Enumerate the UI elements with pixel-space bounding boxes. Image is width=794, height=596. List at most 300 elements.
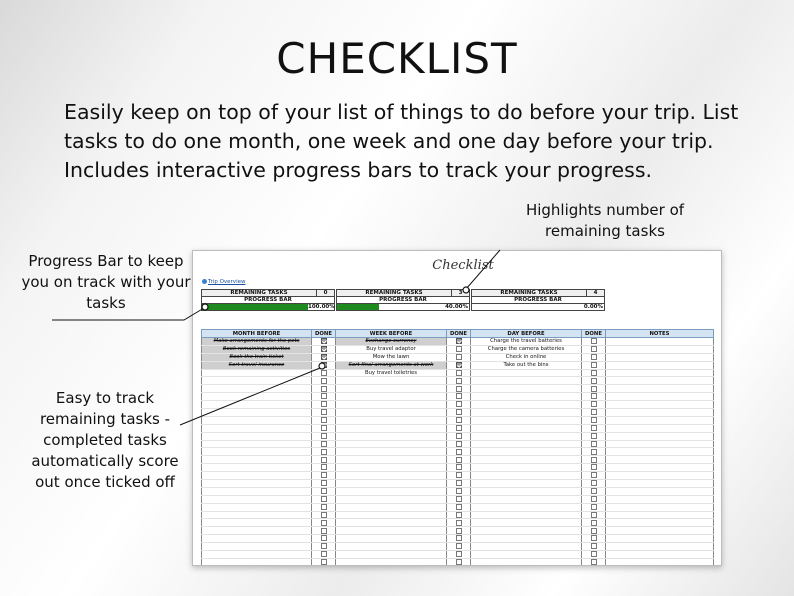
day-task-cell[interactable] bbox=[471, 440, 582, 448]
checkbox[interactable] bbox=[321, 457, 327, 463]
table-row bbox=[202, 385, 714, 393]
checkbox[interactable] bbox=[321, 488, 327, 494]
progress-percent: 100.00% bbox=[308, 304, 335, 310]
checkbox[interactable] bbox=[591, 370, 597, 376]
day-task-cell[interactable] bbox=[471, 464, 582, 472]
day-done-cell bbox=[582, 377, 606, 385]
checkbox[interactable] bbox=[321, 543, 327, 549]
table-row bbox=[202, 424, 714, 432]
week-task-cell[interactable] bbox=[336, 409, 447, 417]
checkbox[interactable] bbox=[456, 433, 462, 439]
day-done-cell bbox=[582, 361, 606, 369]
checkbox[interactable] bbox=[321, 425, 327, 431]
col-done: DONE bbox=[447, 330, 471, 338]
checkbox[interactable] bbox=[456, 401, 462, 407]
day-task-cell[interactable] bbox=[471, 369, 582, 377]
checkbox[interactable] bbox=[321, 401, 327, 407]
day-task-cell[interactable] bbox=[471, 519, 582, 527]
day-done-cell bbox=[582, 519, 606, 527]
week-task-cell[interactable]: Buy travel toiletries bbox=[336, 369, 447, 377]
checkbox[interactable] bbox=[456, 528, 462, 534]
checkbox[interactable] bbox=[321, 551, 327, 557]
checkbox[interactable] bbox=[321, 393, 327, 399]
month-done-cell bbox=[312, 401, 336, 409]
month-task-cell[interactable]: Book the train ticket bbox=[202, 353, 312, 361]
table-row bbox=[202, 472, 714, 480]
week-task-cell[interactable] bbox=[336, 472, 447, 480]
month-task-cell[interactable] bbox=[202, 393, 312, 401]
remaining-count: 3 bbox=[451, 290, 469, 296]
callout-easy-tracking: Easy to track remaining tasks - completed tasks automatically score out once ticked off bbox=[31, 389, 179, 491]
checkbox[interactable] bbox=[321, 480, 327, 486]
sheet-title: Checklist bbox=[432, 258, 494, 273]
checkbox[interactable] bbox=[456, 338, 462, 344]
month-done-cell bbox=[312, 503, 336, 511]
month-done-cell bbox=[312, 480, 336, 488]
day-done-cell bbox=[582, 369, 606, 377]
day-task-cell[interactable] bbox=[471, 385, 582, 393]
checkbox[interactable] bbox=[591, 338, 597, 344]
month-done-cell bbox=[312, 495, 336, 503]
checkbox[interactable] bbox=[456, 409, 462, 415]
day-done-cell bbox=[582, 338, 606, 346]
checkbox[interactable] bbox=[321, 354, 327, 360]
checkbox[interactable] bbox=[591, 520, 597, 526]
day-done-cell bbox=[582, 503, 606, 511]
day-task-cell[interactable] bbox=[471, 495, 582, 503]
week-task-cell[interactable] bbox=[336, 440, 447, 448]
checkbox[interactable] bbox=[591, 559, 597, 565]
checkbox[interactable] bbox=[321, 370, 327, 376]
day-done-cell bbox=[582, 543, 606, 551]
notes-cell[interactable] bbox=[606, 353, 714, 361]
week-task-cell[interactable]: Buy travel adaptor bbox=[336, 345, 447, 353]
week-done-cell bbox=[447, 353, 471, 361]
spreadsheet-screenshot bbox=[192, 250, 722, 566]
notes-cell[interactable] bbox=[606, 345, 714, 353]
checkbox[interactable] bbox=[591, 535, 597, 541]
month-done-cell bbox=[312, 338, 336, 346]
month-done-cell bbox=[312, 393, 336, 401]
week-done-cell bbox=[447, 495, 471, 503]
week-task-cell[interactable] bbox=[336, 480, 447, 488]
checkbox[interactable] bbox=[456, 472, 462, 478]
table-row bbox=[202, 440, 714, 448]
notes-cell[interactable] bbox=[606, 385, 714, 393]
day-done-cell bbox=[582, 551, 606, 559]
day-task-cell[interactable] bbox=[471, 416, 582, 424]
page-headline: CHECKLIST bbox=[276, 34, 518, 83]
checkbox[interactable] bbox=[591, 425, 597, 431]
checkbox[interactable] bbox=[456, 417, 462, 423]
week-task-cell[interactable] bbox=[336, 543, 447, 551]
checkbox[interactable] bbox=[591, 543, 597, 549]
checkbox[interactable] bbox=[456, 441, 462, 447]
link-icon bbox=[202, 279, 207, 284]
checkbox[interactable] bbox=[591, 354, 597, 360]
month-task-cell[interactable] bbox=[202, 448, 312, 456]
week-task-cell[interactable] bbox=[336, 558, 447, 566]
week-task-cell[interactable] bbox=[336, 448, 447, 456]
month-task-cell[interactable] bbox=[202, 424, 312, 432]
notes-cell[interactable] bbox=[606, 495, 714, 503]
checkbox[interactable] bbox=[591, 346, 597, 352]
month-done-cell bbox=[312, 432, 336, 440]
notes-cell[interactable] bbox=[606, 558, 714, 566]
month-task-cell[interactable]: Make arrangements for the pets bbox=[202, 338, 312, 346]
week-task-cell[interactable]: Exchange currency bbox=[336, 338, 447, 346]
checkbox[interactable] bbox=[591, 417, 597, 423]
checkbox[interactable] bbox=[321, 496, 327, 502]
month-task-cell[interactable] bbox=[202, 369, 312, 377]
checkbox[interactable] bbox=[591, 496, 597, 502]
week-done-cell bbox=[447, 432, 471, 440]
notes-cell[interactable] bbox=[606, 535, 714, 543]
week-done-cell bbox=[447, 535, 471, 543]
month-task-cell[interactable] bbox=[202, 543, 312, 551]
week-task-cell[interactable] bbox=[336, 503, 447, 511]
week-done-cell bbox=[447, 385, 471, 393]
day-task-cell[interactable] bbox=[471, 472, 582, 480]
checkbox[interactable] bbox=[591, 512, 597, 518]
checkbox[interactable] bbox=[321, 464, 327, 470]
notes-cell[interactable] bbox=[606, 464, 714, 472]
checkbox[interactable] bbox=[456, 386, 462, 392]
notes-cell[interactable] bbox=[606, 448, 714, 456]
col-week-before: WEEK BEFORE bbox=[336, 330, 447, 338]
day-done-cell bbox=[582, 393, 606, 401]
checkbox[interactable] bbox=[456, 535, 462, 541]
col-notes: NOTES bbox=[606, 330, 714, 338]
checkbox[interactable] bbox=[321, 362, 327, 368]
checkbox[interactable] bbox=[591, 378, 597, 384]
month-task-cell[interactable] bbox=[202, 535, 312, 543]
checkbox[interactable] bbox=[591, 488, 597, 494]
month-done-cell bbox=[312, 456, 336, 464]
day-done-cell bbox=[582, 487, 606, 495]
week-done-cell bbox=[447, 409, 471, 417]
day-done-cell bbox=[582, 527, 606, 535]
checkbox[interactable] bbox=[591, 472, 597, 478]
checkbox[interactable] bbox=[456, 464, 462, 470]
trip-overview-link[interactable] bbox=[202, 279, 245, 285]
day-task-cell[interactable] bbox=[471, 527, 582, 535]
checkbox[interactable] bbox=[456, 393, 462, 399]
checkbox[interactable] bbox=[321, 449, 327, 455]
progress-label: PROGRESS BAR bbox=[201, 296, 335, 303]
week-task-cell[interactable] bbox=[336, 401, 447, 409]
checkbox[interactable] bbox=[456, 449, 462, 455]
notes-cell[interactable] bbox=[606, 377, 714, 385]
month-task-cell[interactable] bbox=[202, 456, 312, 464]
week-done-cell bbox=[447, 401, 471, 409]
table-row bbox=[202, 448, 714, 456]
day-done-cell bbox=[582, 416, 606, 424]
checkbox[interactable] bbox=[456, 378, 462, 384]
notes-cell[interactable] bbox=[606, 361, 714, 369]
week-task-cell[interactable]: Mow the lawn bbox=[336, 353, 447, 361]
checkbox[interactable] bbox=[456, 543, 462, 549]
week-done-cell bbox=[447, 519, 471, 527]
week-task-cell[interactable] bbox=[336, 393, 447, 401]
notes-cell[interactable] bbox=[606, 409, 714, 417]
week-task-cell[interactable] bbox=[336, 377, 447, 385]
checkbox[interactable] bbox=[321, 520, 327, 526]
day-task-cell[interactable] bbox=[471, 409, 582, 417]
week-task-cell[interactable] bbox=[336, 495, 447, 503]
month-done-cell bbox=[312, 472, 336, 480]
notes-cell[interactable] bbox=[606, 440, 714, 448]
month-task-cell[interactable]: Book remaining activities bbox=[202, 345, 312, 353]
notes-cell[interactable] bbox=[606, 472, 714, 480]
week-done-cell bbox=[447, 464, 471, 472]
day-task-cell[interactable] bbox=[471, 558, 582, 566]
col-month-before: MONTH BEFORE bbox=[202, 330, 312, 338]
notes-cell[interactable] bbox=[606, 551, 714, 559]
week-done-cell bbox=[447, 543, 471, 551]
month-task-cell[interactable] bbox=[202, 558, 312, 566]
week-task-cell[interactable] bbox=[336, 511, 447, 519]
week-task-cell[interactable] bbox=[336, 416, 447, 424]
notes-cell[interactable] bbox=[606, 511, 714, 519]
week-task-cell[interactable]: Sort final arrangements at work bbox=[336, 361, 447, 369]
day-task-cell[interactable] bbox=[471, 424, 582, 432]
checkbox[interactable] bbox=[591, 457, 597, 463]
checkbox[interactable] bbox=[456, 520, 462, 526]
notes-cell[interactable] bbox=[606, 456, 714, 464]
day-done-cell bbox=[582, 464, 606, 472]
checkbox[interactable] bbox=[456, 480, 462, 486]
day-task-cell[interactable] bbox=[471, 377, 582, 385]
week-done-cell bbox=[447, 377, 471, 385]
checkbox[interactable] bbox=[321, 512, 327, 518]
week-task-cell[interactable] bbox=[336, 385, 447, 393]
checkbox[interactable] bbox=[591, 386, 597, 392]
week-task-cell[interactable] bbox=[336, 527, 447, 535]
checkbox[interactable] bbox=[321, 559, 327, 565]
month-done-cell bbox=[312, 424, 336, 432]
progress-fill bbox=[202, 304, 308, 310]
month-task-cell[interactable] bbox=[202, 401, 312, 409]
callout-progress-bar: Progress Bar to keep you on track with your tasks bbox=[21, 252, 191, 312]
checkbox[interactable] bbox=[591, 449, 597, 455]
month-task-cell[interactable]: Sort travel insurance bbox=[202, 361, 312, 369]
month-task-cell[interactable] bbox=[202, 495, 312, 503]
month-task-cell[interactable] bbox=[202, 432, 312, 440]
day-task-cell[interactable] bbox=[471, 456, 582, 464]
checkbox[interactable] bbox=[591, 362, 597, 368]
checkbox[interactable] bbox=[321, 409, 327, 415]
notes-cell[interactable] bbox=[606, 432, 714, 440]
notes-cell[interactable] bbox=[606, 480, 714, 488]
month-task-cell[interactable] bbox=[202, 472, 312, 480]
summary-month bbox=[201, 289, 335, 313]
checkbox[interactable] bbox=[456, 370, 462, 376]
week-task-cell[interactable] bbox=[336, 551, 447, 559]
day-done-cell bbox=[582, 353, 606, 361]
checkbox[interactable] bbox=[456, 425, 462, 431]
day-task-cell[interactable] bbox=[471, 551, 582, 559]
day-done-cell bbox=[582, 456, 606, 464]
checkbox[interactable] bbox=[321, 528, 327, 534]
table-row bbox=[202, 353, 714, 361]
checkbox[interactable] bbox=[456, 346, 462, 352]
checkbox[interactable] bbox=[456, 354, 462, 360]
progress-bar bbox=[337, 304, 443, 310]
day-done-cell bbox=[582, 511, 606, 519]
table-row bbox=[202, 416, 714, 424]
day-task-cell[interactable] bbox=[471, 401, 582, 409]
day-task-cell[interactable] bbox=[471, 535, 582, 543]
checkbox[interactable] bbox=[591, 528, 597, 534]
week-task-cell[interactable] bbox=[336, 464, 447, 472]
checkbox[interactable] bbox=[321, 504, 327, 510]
day-task-cell[interactable] bbox=[471, 511, 582, 519]
checkbox[interactable] bbox=[456, 488, 462, 494]
month-task-cell[interactable] bbox=[202, 464, 312, 472]
month-done-cell bbox=[312, 519, 336, 527]
remaining-count: 0 bbox=[316, 290, 334, 296]
checkbox[interactable] bbox=[456, 512, 462, 518]
checkbox[interactable] bbox=[591, 504, 597, 510]
month-task-cell[interactable] bbox=[202, 409, 312, 417]
day-task-cell[interactable] bbox=[471, 448, 582, 456]
month-task-cell[interactable] bbox=[202, 511, 312, 519]
progress-bar bbox=[472, 304, 578, 310]
checkbox[interactable] bbox=[321, 417, 327, 423]
day-task-cell[interactable] bbox=[471, 503, 582, 511]
month-task-cell[interactable] bbox=[202, 487, 312, 495]
month-done-cell bbox=[312, 511, 336, 519]
notes-cell[interactable] bbox=[606, 543, 714, 551]
checkbox[interactable] bbox=[456, 504, 462, 510]
checkbox[interactable] bbox=[321, 386, 327, 392]
checkbox[interactable] bbox=[591, 480, 597, 486]
month-task-cell[interactable] bbox=[202, 519, 312, 527]
notes-cell[interactable] bbox=[606, 503, 714, 511]
week-done-cell bbox=[447, 416, 471, 424]
notes-cell[interactable] bbox=[606, 393, 714, 401]
checkbox[interactable] bbox=[321, 535, 327, 541]
checkbox[interactable] bbox=[456, 457, 462, 463]
week-task-cell[interactable] bbox=[336, 432, 447, 440]
remaining-label: REMAINING TASKS bbox=[500, 290, 558, 296]
month-done-cell bbox=[312, 527, 336, 535]
week-done-cell bbox=[447, 487, 471, 495]
checkbox[interactable] bbox=[456, 362, 462, 368]
week-done-cell bbox=[447, 511, 471, 519]
month-task-cell[interactable] bbox=[202, 480, 312, 488]
checkbox[interactable] bbox=[456, 559, 462, 565]
notes-cell[interactable] bbox=[606, 424, 714, 432]
day-task-cell[interactable] bbox=[471, 480, 582, 488]
notes-cell[interactable] bbox=[606, 527, 714, 535]
progress-percent: 40.00% bbox=[445, 304, 468, 310]
month-done-cell bbox=[312, 535, 336, 543]
month-done-cell bbox=[312, 416, 336, 424]
day-task-cell[interactable] bbox=[471, 487, 582, 495]
day-task-cell[interactable] bbox=[471, 543, 582, 551]
summary-week bbox=[336, 289, 470, 313]
progress-bar bbox=[202, 304, 308, 310]
week-task-cell[interactable] bbox=[336, 535, 447, 543]
day-done-cell bbox=[582, 409, 606, 417]
month-task-cell[interactable] bbox=[202, 503, 312, 511]
table-row bbox=[202, 432, 714, 440]
table-row bbox=[202, 511, 714, 519]
notes-cell[interactable] bbox=[606, 487, 714, 495]
week-task-cell[interactable] bbox=[336, 424, 447, 432]
month-done-cell bbox=[312, 558, 336, 566]
day-task-cell[interactable]: Charge the camera batteries bbox=[471, 345, 582, 353]
month-task-cell[interactable] bbox=[202, 416, 312, 424]
day-task-cell[interactable] bbox=[471, 393, 582, 401]
notes-cell[interactable] bbox=[606, 369, 714, 377]
checkbox[interactable] bbox=[591, 441, 597, 447]
week-done-cell bbox=[447, 361, 471, 369]
month-task-cell[interactable] bbox=[202, 551, 312, 559]
checkbox[interactable] bbox=[321, 346, 327, 352]
table-row bbox=[202, 393, 714, 401]
day-task-cell[interactable]: Check in online bbox=[471, 353, 582, 361]
checkbox[interactable] bbox=[591, 433, 597, 439]
checkbox[interactable] bbox=[321, 433, 327, 439]
table-row bbox=[202, 558, 714, 566]
checkbox[interactable] bbox=[591, 464, 597, 470]
checkbox[interactable] bbox=[321, 338, 327, 344]
month-task-cell[interactable] bbox=[202, 377, 312, 385]
table-row bbox=[202, 543, 714, 551]
month-done-cell bbox=[312, 377, 336, 385]
checkbox[interactable] bbox=[591, 409, 597, 415]
month-done-cell bbox=[312, 543, 336, 551]
week-task-cell[interactable] bbox=[336, 456, 447, 464]
month-task-cell[interactable] bbox=[202, 385, 312, 393]
checkbox[interactable] bbox=[456, 551, 462, 557]
week-task-cell[interactable] bbox=[336, 487, 447, 495]
week-done-cell bbox=[447, 551, 471, 559]
table-row bbox=[202, 503, 714, 511]
notes-cell[interactable] bbox=[606, 338, 714, 346]
checkbox[interactable] bbox=[456, 496, 462, 502]
notes-cell[interactable] bbox=[606, 401, 714, 409]
checkbox[interactable] bbox=[591, 401, 597, 407]
day-task-cell[interactable]: Charge the travel batteries bbox=[471, 338, 582, 346]
col-done: DONE bbox=[312, 330, 336, 338]
week-done-cell bbox=[447, 558, 471, 566]
checkbox[interactable] bbox=[591, 551, 597, 557]
notes-cell[interactable] bbox=[606, 519, 714, 527]
day-done-cell bbox=[582, 432, 606, 440]
day-done-cell bbox=[582, 480, 606, 488]
trip-overview-label: Trip Overview bbox=[208, 279, 246, 285]
month-task-cell[interactable] bbox=[202, 440, 312, 448]
callout-highlights: Highlights number of remaining tasks bbox=[525, 201, 685, 240]
day-done-cell bbox=[582, 401, 606, 409]
month-task-cell[interactable] bbox=[202, 527, 312, 535]
notes-cell[interactable] bbox=[606, 416, 714, 424]
summary-day bbox=[471, 289, 605, 313]
week-task-cell[interactable] bbox=[336, 519, 447, 527]
progress-fill bbox=[337, 304, 379, 310]
checkbox[interactable] bbox=[321, 472, 327, 478]
checkbox[interactable] bbox=[321, 378, 327, 384]
checkbox[interactable] bbox=[591, 393, 597, 399]
day-task-cell[interactable]: Take out the bins bbox=[471, 361, 582, 369]
day-task-cell[interactable] bbox=[471, 432, 582, 440]
day-done-cell bbox=[582, 424, 606, 432]
checkbox[interactable] bbox=[321, 441, 327, 447]
